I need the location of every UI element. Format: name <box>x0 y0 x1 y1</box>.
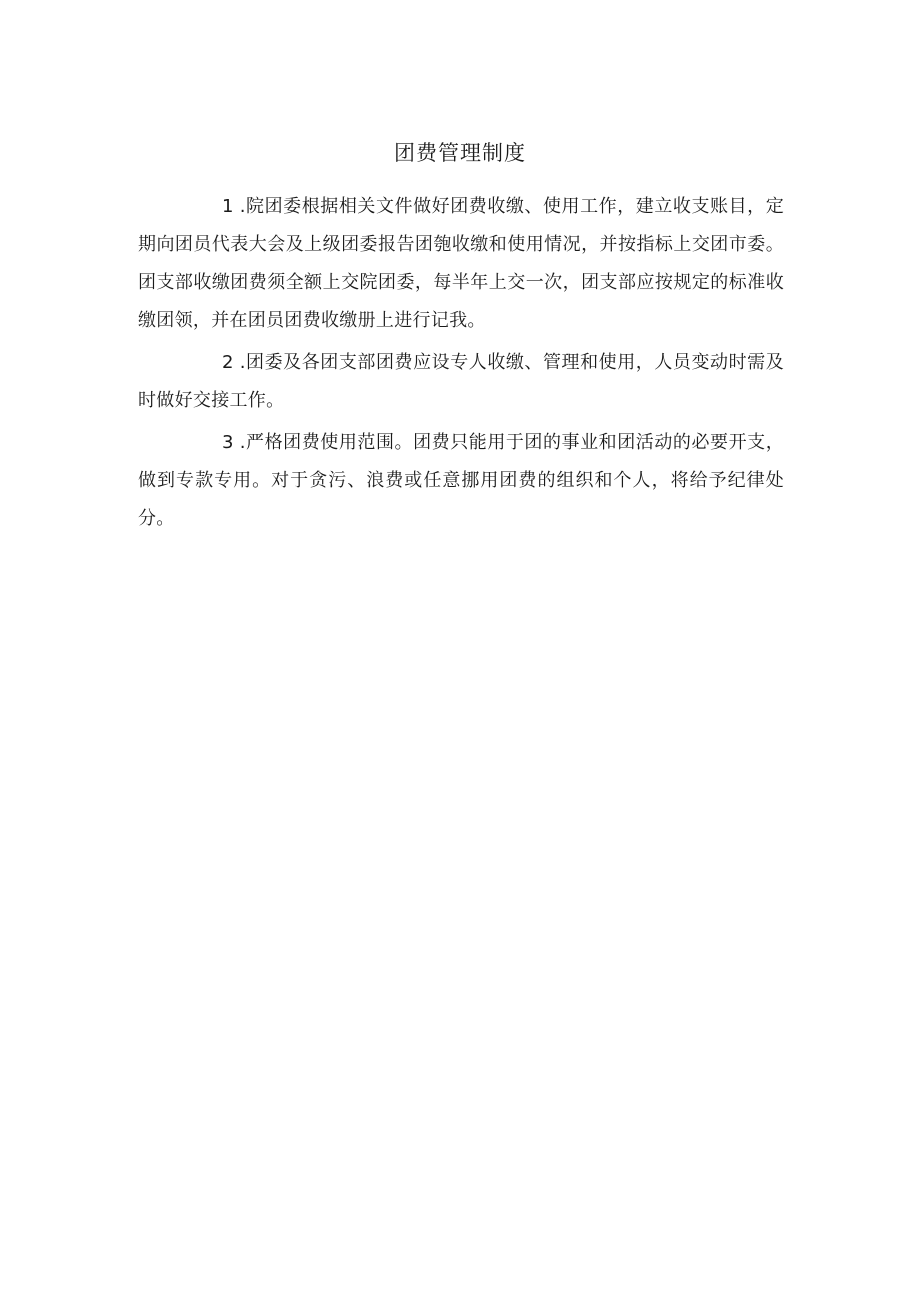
document-body <box>138 188 784 542</box>
paragraph-2 <box>138 344 784 420</box>
paragraph-text: .严格团费使用范围。团费只能用于团的事业和团活动的必要开支，做到专款专用。对于贪污、浪费或任意挪用团费的组织和个人，将给予纪律处分。 <box>138 432 784 529</box>
paragraph-text: .院团委根据相关文件做好团费收缴、使用工作，建立收支账目，定期向团员代表大会及上级团委报告团匏收缴和使用情况，并按指标上交团市委。团支部收缴团费须全额上交院团委，每半年上交一次，团支部应按规定的标准收缴团领，并在团员团费收缴册上进行记我。 <box>138 196 784 331</box>
document-title: 团费管理制度 <box>394 141 526 165</box>
paragraph-number: 2 <box>222 352 234 373</box>
paragraph-number: 1 <box>222 196 234 217</box>
paragraph-number: 3 <box>222 432 234 453</box>
paragraph-text: .团委及各团支部团费应设专人收缴、管理和使用，人员变动时需及时做好交接工作。 <box>138 352 784 411</box>
paragraph-1 <box>138 188 784 340</box>
paragraph-3 <box>138 424 784 538</box>
